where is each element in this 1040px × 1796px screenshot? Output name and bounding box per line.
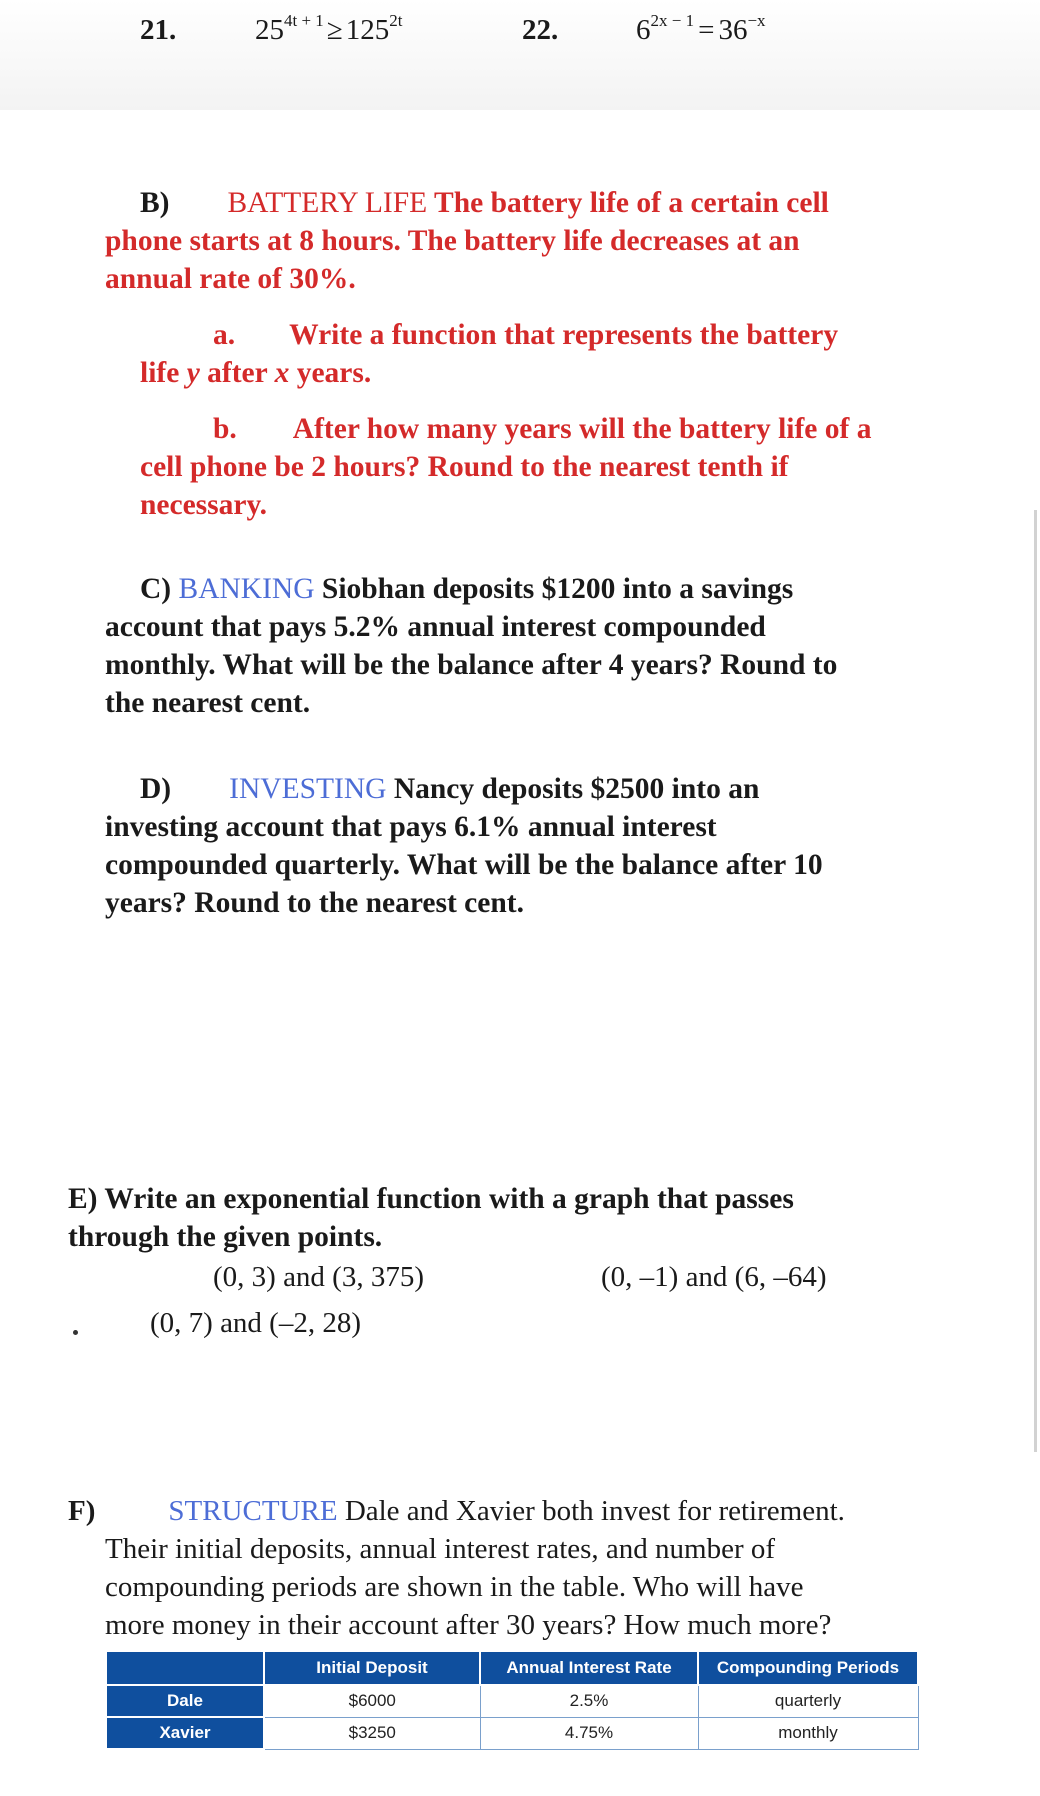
problem-c-line: account that pays 5.2% annual interest compounded [105, 611, 766, 643]
problem-c-line: monthly. What will be the balance after 4 years? Round to [105, 649, 838, 681]
point-pair: (0, –1) and (6, –64) [601, 1261, 827, 1293]
problem-b-part-b-line: necessary. [140, 489, 267, 521]
table-row [106, 1717, 918, 1749]
table-header-cell: Initial Deposit [264, 1651, 480, 1685]
problem-b-heading: B) BATTERY LIFE The battery life of a certain cell [140, 187, 829, 219]
problem-b-part-b-line: b. After how many years will the battery life of a [213, 413, 872, 445]
table-cell: quarterly [698, 1685, 918, 1717]
problem-c-line: the nearest cent. [105, 687, 311, 719]
table-row-header: Dale [106, 1685, 264, 1717]
point-pair: (0, 7) and (–2, 28) [150, 1307, 362, 1339]
problem-f-line: Their initial deposits, annual interest rates, and number of [105, 1533, 776, 1565]
bullet-icon [73, 1330, 78, 1335]
investment-table [105, 1650, 919, 1750]
table-header-cell: Compounding Periods [698, 1651, 918, 1685]
problem-b-line: annual rate of 30%. [105, 263, 356, 295]
table-row-header: Xavier [106, 1717, 264, 1749]
table-header-cell: Annual Interest Rate [480, 1651, 698, 1685]
problem-f-line: more money in their account after 30 years? How much more? [105, 1609, 832, 1641]
problem-f-heading: F) STRUCTURE Dale and Xavier both invest for retirement. [68, 1495, 845, 1527]
problem-b-line: phone starts at 8 hours. The battery life decreases at an [105, 225, 800, 257]
table-cell: $6000 [264, 1685, 480, 1717]
problem-21-number: 21. [140, 14, 177, 46]
problem-22-equation: $6^{2x - 1} = 36^{-x}$ [636, 11, 766, 46]
table-header-cell [106, 1651, 264, 1685]
table-cell: 2.5% [480, 1685, 698, 1717]
table-cell: monthly [698, 1717, 918, 1749]
problem-d-line: compounded quarterly. What will be the balance after 10 [105, 849, 823, 881]
problem-b-part-a-line: a. Write a function that represents the battery [213, 319, 839, 351]
problem-b-part-a-line: life y after x years. [140, 357, 372, 389]
problem-e-line: E) Write an exponential function with a graph that passes [68, 1183, 794, 1215]
point-pair: (0, 3) and (3, 375) [213, 1261, 425, 1293]
problem-d-line: investing account that pays 6.1% annual interest [105, 811, 717, 843]
table-cell: $3250 [264, 1717, 480, 1749]
problem-b-part-b-line: cell phone be 2 hours? Round to the nearest tenth if [140, 451, 789, 483]
problem-d-heading: D) INVESTING Nancy deposits $2500 into an [140, 773, 760, 805]
table-row [106, 1685, 918, 1717]
problem-e-line: through the given points. [68, 1221, 383, 1253]
problem-22-number: 22. [522, 14, 559, 46]
table-header-row [106, 1651, 918, 1685]
problem-c-heading: C) BANKING Siobhan deposits $1200 into a savings [140, 573, 794, 605]
problem-f-line: compounding periods are shown in the table. Who will have [105, 1571, 804, 1603]
problem-21-equation: $25^{4t + 1} \ge 125^{2t}$ [255, 11, 403, 46]
table-cell: 4.75% [480, 1717, 698, 1749]
page-edge-line [1034, 510, 1037, 1452]
problem-d-line: years? Round to the nearest cent. [105, 887, 524, 919]
